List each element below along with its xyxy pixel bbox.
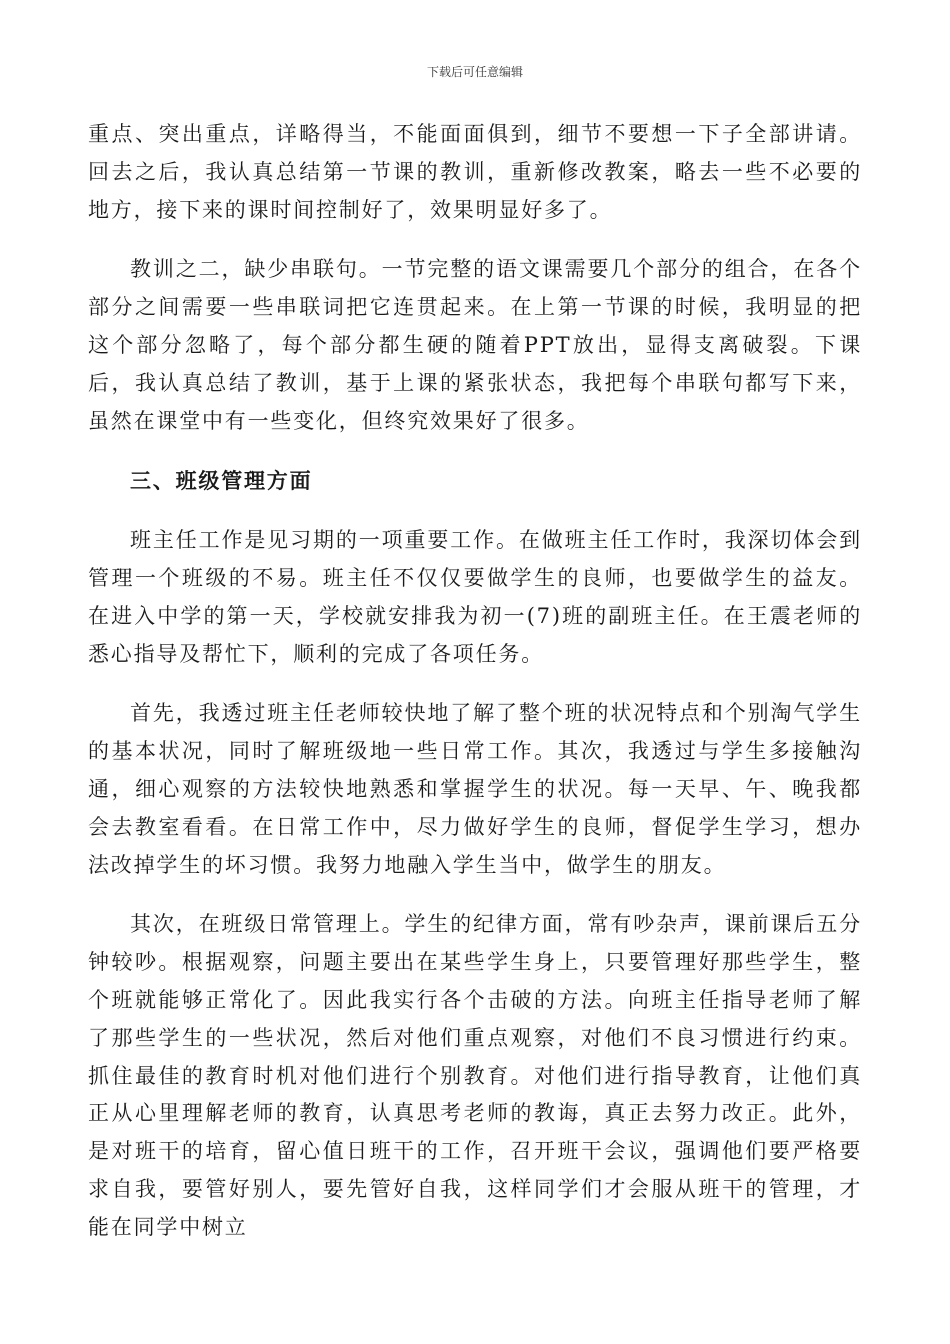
section-heading-class-management: 三、班级管理方面 [130,468,313,494]
paragraph-continuation: 重点、突出重点，详略得当，不能面面俱到，细节不要想一下子全部讲请。回去之后，我认真总结第一节课的教训，重新修改教案，略去一些不必要的地方，接下来的课时间控制好了，效果明显好多了。 [88,122,862,222]
page-header: 下载后可任意编辑 [426,65,523,79]
paragraph-daily-management: 其次，在班级日常管理上。学生的纪律方面，常有吵杂声，课前课后五分钟较吵。根据观察，问题主要出在某些学生身上，只要管理好那些学生，整个班就能够正常化了。因此我实行各个击破的方法。向班主任指导老师了解了那些学生的一些状况，然后对他们重点观察，对他们不良习惯进行约束。抓住最佳的教育时机对他们进行个别教育。对他们进行指导教育，让他们真正从心里理解老师的教育，认真思考老师的教诲，真正去努力改正。此外，是对班干的培育，留心值日班干的工作，召开班干会议，强调他们要严格要求自我，要管好别人，要先管好自我，这样同学们才会服从班干的管理，才能在同学中树立 [88,912,862,1239]
paragraph-first-steps: 首先，我透过班主任老师较快地了解了整个班的状况特点和个别淘气学生的基本状况，同时了解班级地一些日常工作。其次，我透过与学生多接触沟通，细心观察的方法较快地熟悉和掌握学生的状况。每一天早、午、晚我都会去教室看看。在日常工作中，尽力做好学生的良师，督促学生学习，想办法改掉学生的坏习惯。我努力地融入学生当中，做学生的朋友。 [88,701,862,877]
document-body [88,116,862,1247]
paragraph-head-teacher-work: 班主任工作是见习期的一项重要工作。在做班主任工作时，我深切体会到管理一个班级的不易。班主任不仅仅要做学生的良师，也要做学生的益友。在进入中学的第一天，学校就安排我为初一(7)班的副班主任。在王震老师的悉心指导及帮忙下，顺利的完成了各项任务。 [88,528,862,666]
paragraph-lesson-two: 教训之二，缺少串联句。一节完整的语文课需要几个部分的组合，在各个部分之间需要一些串联词把它连贯起来。在上第一节课的时候，我明显的把这个部分忽略了，每个部分都生硬的随着PPT放出，显得支离破裂。下课后，我认真总结了教训，基于上课的紧张状态，我把每个串联句都写下来，虽然在课堂中有一些变化，但终究效果好了很多。 [88,257,862,433]
